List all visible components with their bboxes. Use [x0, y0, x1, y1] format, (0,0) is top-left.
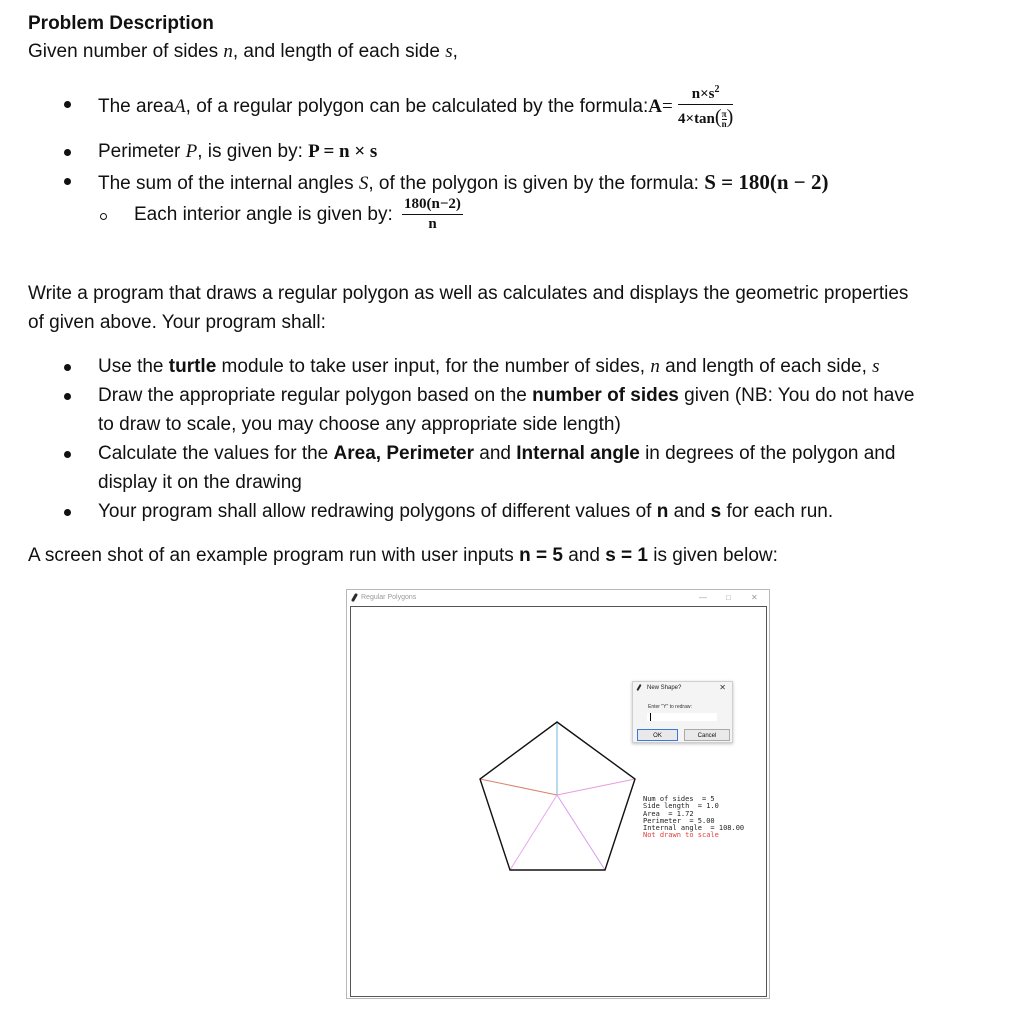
interior-formula: $\frac{180(n-2)}{n}$ — [404, 196, 461, 232]
text-caret — [650, 713, 651, 721]
req-redraw: Your program shall allow redrawing polygons of different values of n and s for each run. — [98, 501, 834, 522]
intro: Given number of sides n, and length of each side s, — [28, 41, 458, 62]
new-shape-dialog — [632, 681, 733, 743]
task-line-1: Write a program that draws a regular polygon as well as calculates and displays the geometric properties — [28, 283, 909, 304]
redraw-input[interactable] — [647, 713, 717, 721]
perimeter-bullet: Perimeter P, is given by: P = n × s — [98, 141, 378, 162]
interior-bullet: Each interior angle is given by: $\frac{180(n-2)}{n}$ — [134, 196, 461, 232]
req-draw-line-2: to draw to scale, you may choose any appropriate side length) — [98, 414, 621, 435]
req-turtle: Use the turtle module to take user input, for the number of sides, n and length of each side, s — [98, 356, 880, 377]
readout-sides: Num of sides = 5 — [643, 795, 715, 803]
req-draw: Draw the appropriate regular polygon based on the number of sides given (NB: You do not have — [98, 385, 915, 406]
properties-readout — [643, 796, 744, 840]
angles-bullet: The sum of the internal angles S, of the polygon is given by the formula: S = 180(n − 2) — [98, 170, 829, 194]
readout-side-length: Side length = 1.0 — [643, 802, 719, 811]
cancel-button[interactable]: Cancel — [684, 729, 730, 741]
ok-button[interactable]: OK — [637, 729, 678, 741]
example-caption: A screen shot of an example program run with user inputs n = 5 and s = 1 is given below: — [28, 545, 778, 566]
task-line-2: of given above. Your program shall: — [28, 312, 326, 333]
spoke-bottom-right — [557, 795, 605, 870]
req-calculate-line-2: display it on the drawing — [98, 472, 302, 493]
readout-perimeter: Perimeter = 5.00 — [643, 816, 715, 825]
spoke-right — [557, 779, 635, 795]
maximize-button[interactable]: □ — [726, 593, 731, 602]
req-calculate: Calculate the values for the Area, Perimeter and Internal angle in degrees of the polygon and — [98, 443, 896, 464]
spoke-left — [480, 779, 557, 795]
minimize-button[interactable]: — — [699, 593, 707, 602]
heading: Problem Description — [28, 13, 214, 34]
window-title: Regular Polygons — [361, 594, 417, 601]
dialog-title: New Shape? — [647, 685, 682, 691]
feather-icon — [636, 684, 641, 691]
dialog-prompt: Enter "Y" to redraw: — [648, 704, 692, 710]
readout-angle: Internal angle = 108.00 — [643, 824, 745, 833]
close-icon[interactable]: ✕ — [719, 683, 726, 692]
close-button[interactable]: ✕ — [751, 593, 758, 602]
readout-area: Area = 1.72 — [643, 809, 694, 818]
area-bullet: The areaA, of a regular polygon can be calculated by the formula:A= $n\times s^2$ 4×tan( $\frac{\pi}{n}$ ) — [98, 84, 734, 130]
readout-note: Not drawn to scale — [643, 831, 719, 840]
area-formula: $n\times s^2$ 4×tan( $\frac{\pi}{n}$ ) — [678, 84, 734, 130]
spoke-bottom-left — [510, 795, 557, 870]
